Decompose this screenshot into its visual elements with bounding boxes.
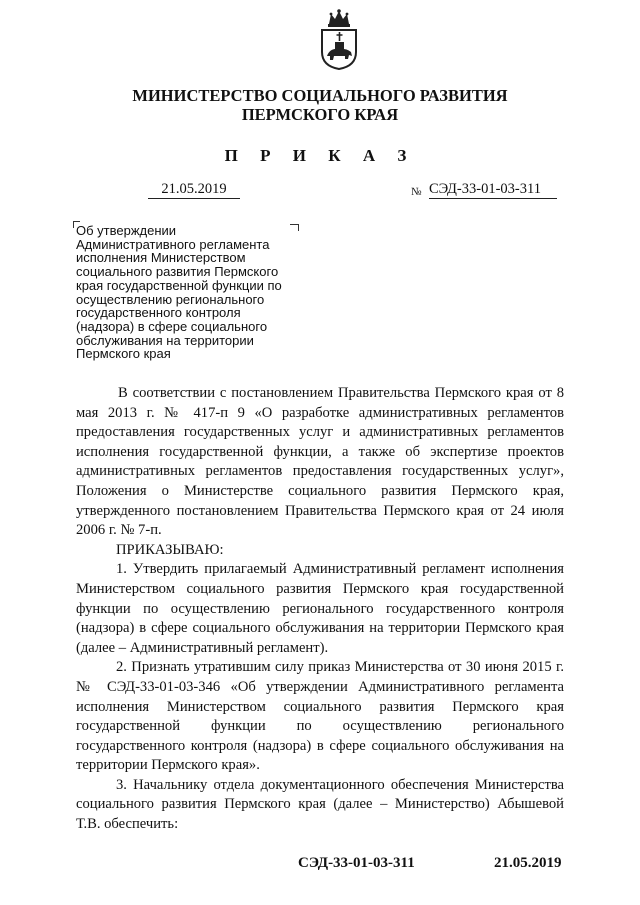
order-number: СЭД-33-01-03-311 [429, 181, 557, 199]
perm-krai-coat-of-arms-icon [318, 8, 360, 70]
subject-line: края государственной функции по [76, 277, 282, 293]
subject-line: (надзора) в сфере социального [76, 318, 268, 334]
subject-line: Административного регламента [76, 236, 270, 252]
order-date: 21.05.2019 [148, 181, 240, 199]
subject-line: Об утверждении [76, 223, 177, 238]
footer-order-date: 21.05.2019 [494, 855, 562, 871]
ministry-title-line2: ПЕРМСКОГО КРАЯ [241, 105, 399, 124]
order-subject [76, 224, 311, 361]
subject-line: обслуживания на территории [76, 332, 254, 348]
order-word: ПРИКАЗЫВАЮ: [116, 541, 224, 558]
preamble-paragraph: В соответствии с постановлением Правительства Пермского края от 8 мая 2013 г. № 417-п 9 «О разработке административных регламентов предоставления государственных услуг и административных регламентов исполнения государственной функции, а также об экспертизе проектов административных регламентов предоставления государственных услуг», Положения о Министерстве социального развития Пермского края, утвержденного постановлением Правительства Пермского края от 24 июля 2006 г. № 7-п. [76, 385, 564, 539]
order-body [76, 384, 564, 835]
subject-line: Пермского края [76, 346, 171, 362]
footer-order-number: СЭД-33-01-03-311 [298, 855, 415, 871]
order-item-2: 2. Признать утратившим силу приказ Министерства от 30 июня 2015 г. № СЭД-33-01-03-346 «Об утверждении Административного регламента исполнения Министерством социального развития Пермского края государственной функции по осуществлению регионального государственного контроля (надзора) в сфере социального обслуживания на территории Пермского края». [76, 659, 564, 774]
order-item-1: 1. Утвердить прилагаемый Административный регламент исполнения Министерством социального развития Пермского края государственной функции по осуществлению регионального государственного контроля (надзора) в сфере социального обслуживания на территории Пермского края (далее – Административный регламент). [76, 561, 564, 656]
subject-line: осуществлению регионального [76, 291, 265, 307]
order-item-3: 3. Начальнику отдела документационного обеспечения Министерства социального развития Пермского края (далее – Министерство) Абышевой Т.В. обеспечить: [76, 776, 564, 833]
document-type-heading: П Р И К А З [224, 146, 416, 165]
number-sign: № [411, 186, 422, 198]
subject-line: государственного контроля [76, 305, 241, 321]
subject-line: исполнения Министерством [76, 250, 246, 266]
ministry-title-line1: МИНИСТЕРСТВО СОЦИАЛЬНОГО РАЗВИТИЯ [132, 86, 508, 105]
ministry-title [0, 86, 640, 124]
subject-line: социального развития Пермского [76, 264, 279, 280]
